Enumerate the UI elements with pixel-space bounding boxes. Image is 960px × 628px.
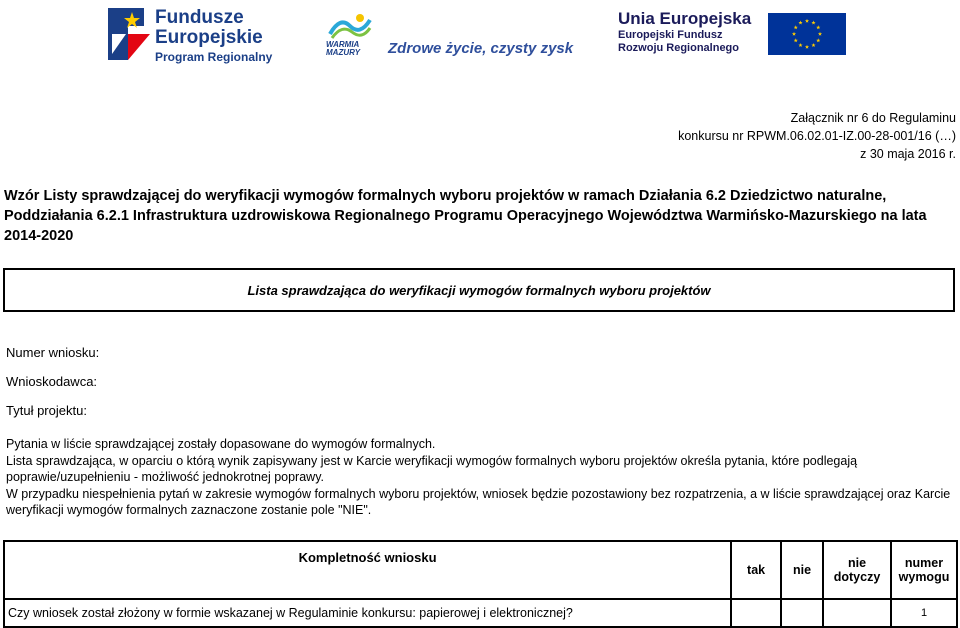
application-number-label: Numer wniosku:	[6, 345, 100, 360]
slogan: Zdrowe życie, czysty zysk	[388, 40, 574, 57]
ue-line3: Rozwoju Regionalnego	[618, 42, 739, 54]
instructions	[6, 436, 958, 519]
header-na-line2: dotyczy	[833, 570, 881, 584]
warmia-line1: WARMIA	[326, 40, 360, 49]
fe-line2: Europejskie	[155, 27, 263, 48]
fundusze-europejskie-logo-icon	[106, 4, 152, 62]
warmia-mazury-logo-icon	[326, 12, 374, 42]
question-cell: Czy wniosek został złożony w formie wskazanej w Regulaminie konkursu: papierowej i elektronicznej?	[4, 599, 731, 627]
ue-line2: Europejski Fundusz	[618, 29, 723, 41]
logo-bar	[0, 0, 960, 70]
checklist-title-box	[3, 268, 955, 312]
document-title: Wzór Listy sprawdzającej do weryfikacji wymogów formalnych wyboru projektów w ramach Działania 6.2 Dziedzictwo naturalne, Poddziałania 6.2.1 Infrastruktura uzdrowiskowa Regionalnego Programu Operacyjnego Województwa Warmińsko-Mazurskiego na lata 2014-2020	[4, 188, 927, 244]
requirement-number-cell: 1	[891, 599, 957, 627]
ue-line1: Unia Europejska	[618, 9, 752, 28]
eu-wordmark	[618, 10, 751, 54]
header-no: nie	[781, 541, 823, 599]
fe-line1: Fundusze	[155, 7, 244, 28]
project-title-label: Tytuł projektu:	[6, 403, 87, 418]
warmia-mazury-wordmark	[326, 41, 360, 57]
instructions-p3: W przypadku niespełnienia pytań w zakresie wymogów formalnych wyboru projektów, wniosek będzie pozostawiony bez rozpatrzenia, a w liście sprawdzającej oraz Karcie weryfikacji wymogów formalnych zaznaczone zostanie pole "NIE".	[6, 486, 951, 517]
table-header-row	[4, 541, 957, 599]
header-section: Kompletność wniosku	[4, 541, 731, 599]
annex-line1: Załącznik nr 6 do Regulaminu	[790, 111, 956, 125]
annex-line3: z 30 maja 2016 r.	[860, 147, 956, 161]
header-requirement-number	[891, 541, 957, 599]
applicant-label: Wnioskodawca:	[6, 374, 98, 389]
header-num-line1: numer	[904, 556, 944, 570]
header-na-line1: nie	[847, 556, 867, 570]
eu-flag-icon	[768, 13, 846, 55]
fundusze-europejskie-wordmark	[155, 8, 272, 63]
instructions-p1: Pytania w liście sprawdzającej zostały dopasowane do wymogów formalnych.	[6, 437, 436, 451]
annex-note	[678, 109, 956, 163]
checklist-table	[3, 540, 958, 628]
header-num-line2: wymogu	[898, 570, 950, 584]
header-yes: tak	[731, 541, 781, 599]
header-not-applicable	[823, 541, 891, 599]
instructions-p2: Lista sprawdzająca, w oparciu o którą wynik zapisywany jest w Karcie weryfikacji wymogów formalnych wyboru projektów określa pytania, które podlegają poprawie/uzupełnieniu - możliwość jednokrotnej poprawy.	[6, 453, 858, 484]
checklist-title: Lista sprawdzająca do weryfikacji wymogów formalnych wyboru projektów	[247, 282, 711, 298]
annex-line2: konkursu nr RPWM.06.02.01-IZ.00-28-001/16 (…)	[678, 129, 956, 143]
warmia-line2: MAZURY	[326, 48, 361, 57]
fe-line3: Program Regionalny	[155, 50, 273, 64]
